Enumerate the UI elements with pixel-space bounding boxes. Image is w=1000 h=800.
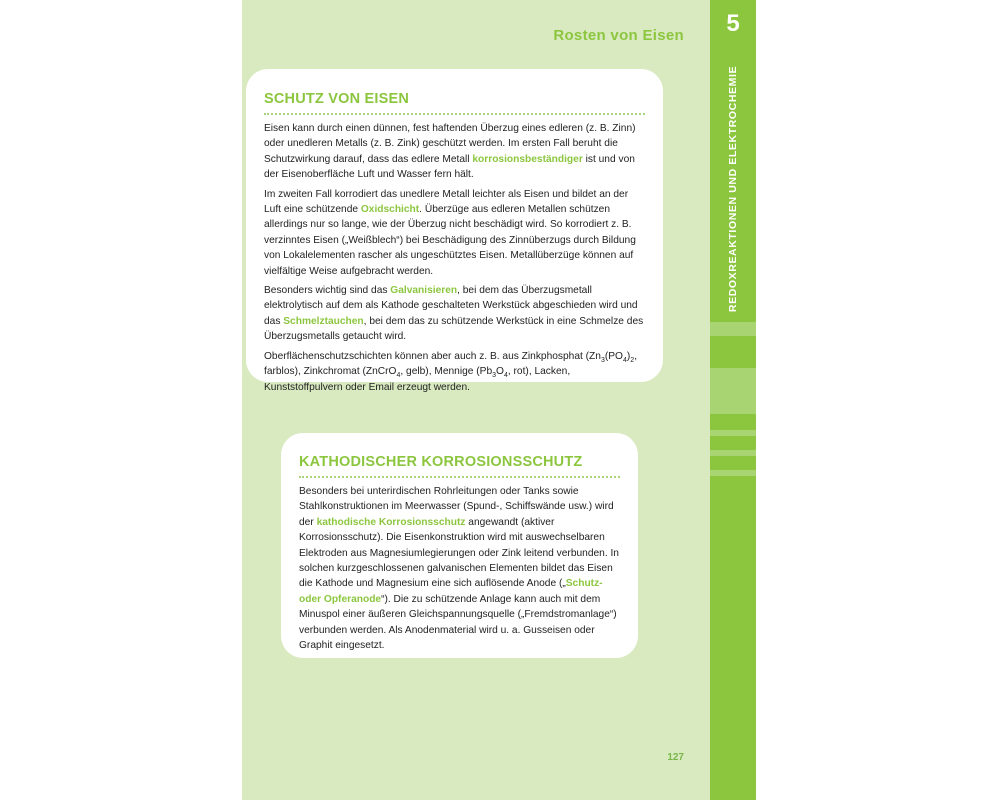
running-title: Rosten von Eisen — [553, 27, 684, 44]
decorative-stripe — [710, 430, 756, 436]
page-number: 127 — [667, 752, 684, 763]
paragraph: Im zweiten Fall korrodiert das unedlere Metall leichter als Eisen und bildet an der Luft eine schützende Oxidschicht. Überzüge aus edleren Metallen schützen allerdings nur so lange, wie der Überzug nicht beschädigt wird. So korrodiert z. B. verzinntes Eisen („Weißblech“) bei Beschädigung des Zinnüberzugs durch Bildung von Lokalelementen rascher als ungeschütztes Eisen. Metallüberzüge können auf vielfältige Weise aufgebracht werden. — [264, 188, 636, 277]
chapter-side-tab — [710, 0, 756, 800]
section-card-kathodischer-korrosionsschutz — [281, 433, 638, 658]
decorative-stripe — [710, 470, 756, 476]
highlight-term: kathodische Korrosionsschutz — [316, 516, 466, 528]
chapter-label-wrap — [710, 58, 756, 320]
highlight-term: Schutz- oder Opferanode — [299, 578, 603, 605]
paragraph: Besonders bei unterirdischen Rohrleitungen oder Tanks sowie Stahlkonstruktionen im Meerwasser (Spund-, Schiffswände usw.) wird der kathodische Korrosionsschutz angewandt (aktiver Korrosionsschutz). Die Eisenkonstruktion wird mit auswechselbaren Elektroden aus Magnesiumlegierungen oder Zink leitend verbunden. In solchen kurzgeschlossenen galvanischen Elementen bildet das Eisen die Kathode und Magnesium eine sich auflösende Anode („Schutz- oder Opferanode“). Die zu schützende Anlage kann auch mit dem Minuspol einer äußeren Gleichspannungsquelle („Fremdstromanlage“) verbunden werden. Als Anodenmaterial wird u. a. Gusseisen oder Graphit eingesetzt. — [299, 486, 619, 652]
decorative-stripe — [710, 322, 756, 336]
decorative-stripe — [710, 450, 756, 456]
highlight-term: Galvanisieren — [390, 285, 458, 297]
section-heading: SCHUTZ VON EISEN — [264, 91, 645, 115]
paragraph: Besonders wichtig sind das Galvanisieren, bei dem das Überzugsmetall elektrolytisch auf dem als Kathode geschalteten Werkstück abgeschieden wird und das Schmelztauchen, bei dem das zu schützende Werkstück in eine Schmelze des Überzugsmetalls getaucht wird. — [264, 285, 644, 343]
section-heading: KATHODISCHER KORROSIONSSCHUTZ — [299, 454, 620, 478]
highlight-term: Oxidschicht — [360, 204, 420, 216]
section-card-schutz-von-eisen — [246, 69, 663, 393]
highlight-term: korrosionsbeständiger — [472, 153, 583, 165]
decorative-stripe — [710, 368, 756, 414]
chapter-number: 5 — [726, 10, 740, 37]
book-page — [242, 0, 710, 800]
paragraph: Oberflächenschutzschichten können aber auch z. B. aus Zinkphosphat ($Zn_3(PO_4)_2$, farblos), Zinkchromat (ZnCrO$_4$, gelb), Mennige ($Pb_3O_4$, rot), Lacken, Kunststoffpulvern oder Email erzeugt werden. — [264, 350, 638, 393]
paragraph: Eisen kann durch einen dünnen, fest haftenden Überzug eines edleren (z. B. Zinn) oder unedleren Metalls (z. B. Zink) geschützt werden. Im ersten Fall beruht die Schutzwirkung darauf, dass das edlere Metall korrosionsbeständiger ist und von der Eisenoberfläche Luft und Wasser fern hält. — [264, 123, 636, 181]
chapter-label: REDOXREAKTIONEN UND ELEKTROCHEMIE — [727, 65, 739, 313]
highlight-term: Schmelztauchen — [283, 315, 364, 327]
